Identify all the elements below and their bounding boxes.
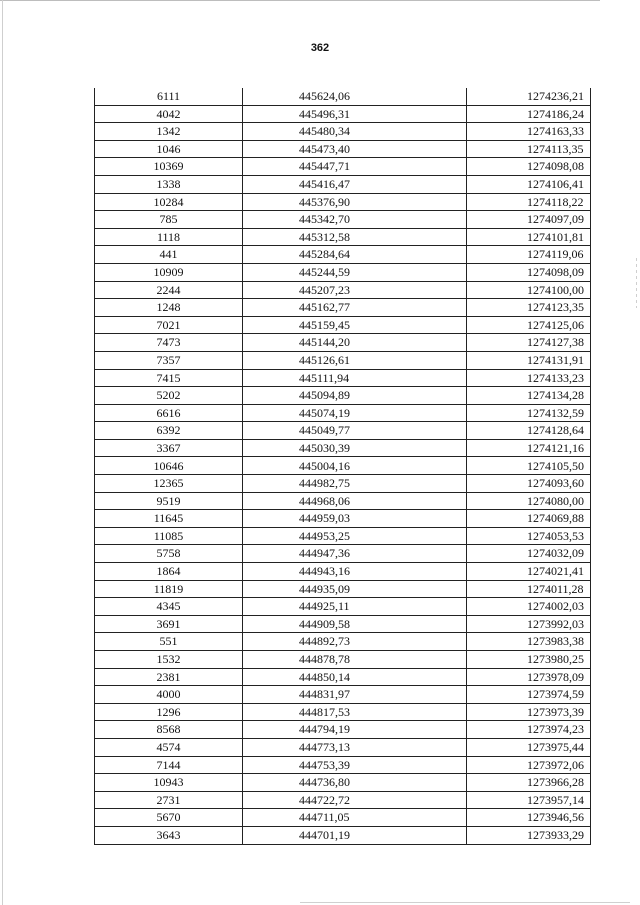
x-coordinate-cell: 444892,73 <box>243 633 467 651</box>
y-coordinate-cell: 1274093,60 <box>467 475 591 493</box>
x-coordinate-cell: 445447,71 <box>243 158 467 176</box>
x-coordinate-cell: 444736,80 <box>243 774 467 792</box>
table-row <box>95 580 591 598</box>
table-row <box>95 263 591 281</box>
table-row <box>95 175 591 193</box>
coordinates-table-body <box>95 88 591 844</box>
point-number-cell: 11085 <box>95 527 243 545</box>
y-coordinate-cell: 1274106,41 <box>467 175 591 193</box>
y-coordinate-cell: 1274101,81 <box>467 228 591 246</box>
table-row <box>95 316 591 334</box>
x-coordinate-cell: 445284,64 <box>243 246 467 264</box>
point-number-cell: 11645 <box>95 510 243 528</box>
table-row <box>95 211 591 229</box>
x-coordinate-cell: 444953,25 <box>243 527 467 545</box>
table-row <box>95 738 591 756</box>
x-coordinate-cell: 445111,94 <box>243 369 467 387</box>
point-number-cell: 551 <box>95 633 243 651</box>
y-coordinate-cell: 1274119,06 <box>467 246 591 264</box>
point-number-cell: 3643 <box>95 826 243 844</box>
y-coordinate-cell: 1273975,44 <box>467 738 591 756</box>
x-coordinate-cell: 445244,59 <box>243 263 467 281</box>
x-coordinate-cell: 444753,39 <box>243 756 467 774</box>
x-coordinate-cell: 445416,47 <box>243 175 467 193</box>
y-coordinate-cell: 1273933,29 <box>467 826 591 844</box>
point-number-cell: 4042 <box>95 105 243 123</box>
x-coordinate-cell: 445030,39 <box>243 439 467 457</box>
table-row <box>95 492 591 510</box>
point-number-cell: 7473 <box>95 334 243 352</box>
point-number-cell: 7357 <box>95 351 243 369</box>
table-row <box>95 475 591 493</box>
x-coordinate-cell: 444831,97 <box>243 686 467 704</box>
point-number-cell: 5202 <box>95 387 243 405</box>
y-coordinate-cell: 1273992,03 <box>467 615 591 633</box>
table-row <box>95 774 591 792</box>
point-number-cell: 1864 <box>95 563 243 581</box>
x-coordinate-cell: 444878,78 <box>243 651 467 669</box>
y-coordinate-cell: 1274236,21 <box>467 88 591 105</box>
point-number-cell: 4574 <box>95 738 243 756</box>
table-row <box>95 563 591 581</box>
x-coordinate-cell: 445074,19 <box>243 404 467 422</box>
x-coordinate-cell: 444959,03 <box>243 510 467 528</box>
y-coordinate-cell: 1273974,23 <box>467 721 591 739</box>
point-number-cell: 1296 <box>95 703 243 721</box>
point-number-cell: 1532 <box>95 651 243 669</box>
x-coordinate-cell: 445162,77 <box>243 299 467 317</box>
point-number-cell: 6111 <box>95 88 243 105</box>
y-coordinate-cell: 1274032,09 <box>467 545 591 563</box>
y-coordinate-cell: 1274100,00 <box>467 281 591 299</box>
x-coordinate-cell: 445312,58 <box>243 228 467 246</box>
table-row <box>95 123 591 141</box>
table-row <box>95 686 591 704</box>
table-row <box>95 703 591 721</box>
point-number-cell: 1248 <box>95 299 243 317</box>
table-row <box>95 299 591 317</box>
point-number-cell: 1118 <box>95 228 243 246</box>
y-coordinate-cell: 1273980,25 <box>467 651 591 669</box>
y-coordinate-cell: 1273957,14 <box>467 791 591 809</box>
x-coordinate-cell: 445624,06 <box>243 88 467 105</box>
y-coordinate-cell: 1273946,56 <box>467 809 591 827</box>
table-row <box>95 439 591 457</box>
y-coordinate-cell: 1274080,00 <box>467 492 591 510</box>
point-number-cell: 10909 <box>95 263 243 281</box>
table-row <box>95 651 591 669</box>
x-coordinate-cell: 445144,20 <box>243 334 467 352</box>
point-number-cell: 11819 <box>95 580 243 598</box>
point-number-cell: 5758 <box>95 545 243 563</box>
y-coordinate-cell: 1274098,08 <box>467 158 591 176</box>
x-coordinate-cell: 445496,31 <box>243 105 467 123</box>
x-coordinate-cell: 444943,16 <box>243 563 467 581</box>
table-row <box>95 598 591 616</box>
x-coordinate-cell: 444850,14 <box>243 668 467 686</box>
point-number-cell: 10646 <box>95 457 243 475</box>
x-coordinate-cell: 445207,23 <box>243 281 467 299</box>
table-row <box>95 281 591 299</box>
y-coordinate-cell: 1274125,06 <box>467 316 591 334</box>
y-coordinate-cell: 1274127,38 <box>467 334 591 352</box>
y-coordinate-cell: 1274113,35 <box>467 140 591 158</box>
table-row <box>95 193 591 211</box>
table-row <box>95 334 591 352</box>
y-coordinate-cell: 1274098,09 <box>467 263 591 281</box>
x-coordinate-cell: 444794,19 <box>243 721 467 739</box>
point-number-cell: 4000 <box>95 686 243 704</box>
y-coordinate-cell: 1274105,50 <box>467 457 591 475</box>
point-number-cell: 6616 <box>95 404 243 422</box>
x-coordinate-cell: 444925,11 <box>243 598 467 616</box>
point-number-cell: 6392 <box>95 422 243 440</box>
table-row <box>95 246 591 264</box>
y-coordinate-cell: 1273983,38 <box>467 633 591 651</box>
table-row <box>95 404 591 422</box>
x-coordinate-cell: 445159,45 <box>243 316 467 334</box>
x-coordinate-cell: 444982,75 <box>243 475 467 493</box>
table-row <box>95 510 591 528</box>
y-coordinate-cell: 1274186,24 <box>467 105 591 123</box>
table-row <box>95 457 591 475</box>
point-number-cell: 1338 <box>95 175 243 193</box>
table-row <box>95 527 591 545</box>
x-coordinate-cell: 445004,16 <box>243 457 467 475</box>
y-coordinate-cell: 1274011,28 <box>467 580 591 598</box>
point-number-cell: 3691 <box>95 615 243 633</box>
table-row <box>95 545 591 563</box>
y-coordinate-cell: 1274163,33 <box>467 123 591 141</box>
x-coordinate-cell: 445126,61 <box>243 351 467 369</box>
x-coordinate-cell: 444968,06 <box>243 492 467 510</box>
point-number-cell: 2381 <box>95 668 243 686</box>
point-number-cell: 4345 <box>95 598 243 616</box>
table-row <box>95 668 591 686</box>
y-coordinate-cell: 1274069,88 <box>467 510 591 528</box>
point-number-cell: 1046 <box>95 140 243 158</box>
y-coordinate-cell: 1273972,06 <box>467 756 591 774</box>
point-number-cell: 7144 <box>95 756 243 774</box>
x-coordinate-cell: 445376,90 <box>243 193 467 211</box>
scan-edge-top <box>0 0 600 1</box>
y-coordinate-cell: 1274021,41 <box>467 563 591 581</box>
point-number-cell: 2244 <box>95 281 243 299</box>
table-row <box>95 422 591 440</box>
table-row <box>95 351 591 369</box>
point-number-cell: 9519 <box>95 492 243 510</box>
point-number-cell: 441 <box>95 246 243 264</box>
x-coordinate-cell: 444773,13 <box>243 738 467 756</box>
y-coordinate-cell: 1274133,23 <box>467 369 591 387</box>
table-row <box>95 721 591 739</box>
point-number-cell: 7021 <box>95 316 243 334</box>
x-coordinate-cell: 444935,09 <box>243 580 467 598</box>
x-coordinate-cell: 445473,40 <box>243 140 467 158</box>
y-coordinate-cell: 1274002,03 <box>467 598 591 616</box>
x-coordinate-cell: 445480,34 <box>243 123 467 141</box>
table-row <box>95 88 591 105</box>
x-coordinate-cell: 444722,72 <box>243 791 467 809</box>
point-number-cell: 5670 <box>95 809 243 827</box>
table-row <box>95 756 591 774</box>
scan-edge-left <box>2 0 3 905</box>
x-coordinate-cell: 444817,53 <box>243 703 467 721</box>
table-row <box>95 633 591 651</box>
x-coordinate-cell: 445049,77 <box>243 422 467 440</box>
y-coordinate-cell: 1274121,16 <box>467 439 591 457</box>
table-row <box>95 140 591 158</box>
table-row <box>95 105 591 123</box>
y-coordinate-cell: 1274134,28 <box>467 387 591 405</box>
y-coordinate-cell: 1274053,53 <box>467 527 591 545</box>
x-coordinate-cell: 444947,36 <box>243 545 467 563</box>
point-number-cell: 7415 <box>95 369 243 387</box>
y-coordinate-cell: 1274123,35 <box>467 299 591 317</box>
point-number-cell: 8568 <box>95 721 243 739</box>
point-number-cell: 10943 <box>95 774 243 792</box>
y-coordinate-cell: 1273978,09 <box>467 668 591 686</box>
page-number: 362 <box>310 42 330 54</box>
table-row <box>95 791 591 809</box>
table-row <box>95 387 591 405</box>
scan-edge-bottom <box>300 902 630 903</box>
table-row <box>95 826 591 844</box>
point-number-cell: 10369 <box>95 158 243 176</box>
table-row <box>95 228 591 246</box>
x-coordinate-cell: 444711,05 <box>243 809 467 827</box>
y-coordinate-cell: 1273974,59 <box>467 686 591 704</box>
point-number-cell: 3367 <box>95 439 243 457</box>
y-coordinate-cell: 1273966,28 <box>467 774 591 792</box>
point-number-cell: 785 <box>95 211 243 229</box>
x-coordinate-cell: 444701,19 <box>243 826 467 844</box>
point-number-cell: 12365 <box>95 475 243 493</box>
x-coordinate-cell: 445094,89 <box>243 387 467 405</box>
point-number-cell: 2731 <box>95 791 243 809</box>
y-coordinate-cell: 1273973,39 <box>467 703 591 721</box>
point-number-cell: 1342 <box>95 123 243 141</box>
coordinates-table <box>94 88 591 845</box>
y-coordinate-cell: 1274128,64 <box>467 422 591 440</box>
x-coordinate-cell: 445342,70 <box>243 211 467 229</box>
scan-mark-right <box>636 258 637 308</box>
y-coordinate-cell: 1274132,59 <box>467 404 591 422</box>
table-row <box>95 615 591 633</box>
x-coordinate-cell: 444909,58 <box>243 615 467 633</box>
table-row <box>95 369 591 387</box>
table-row <box>95 809 591 827</box>
y-coordinate-cell: 1274131,91 <box>467 351 591 369</box>
y-coordinate-cell: 1274118,22 <box>467 193 591 211</box>
table-row <box>95 158 591 176</box>
y-coordinate-cell: 1274097,09 <box>467 211 591 229</box>
point-number-cell: 10284 <box>95 193 243 211</box>
